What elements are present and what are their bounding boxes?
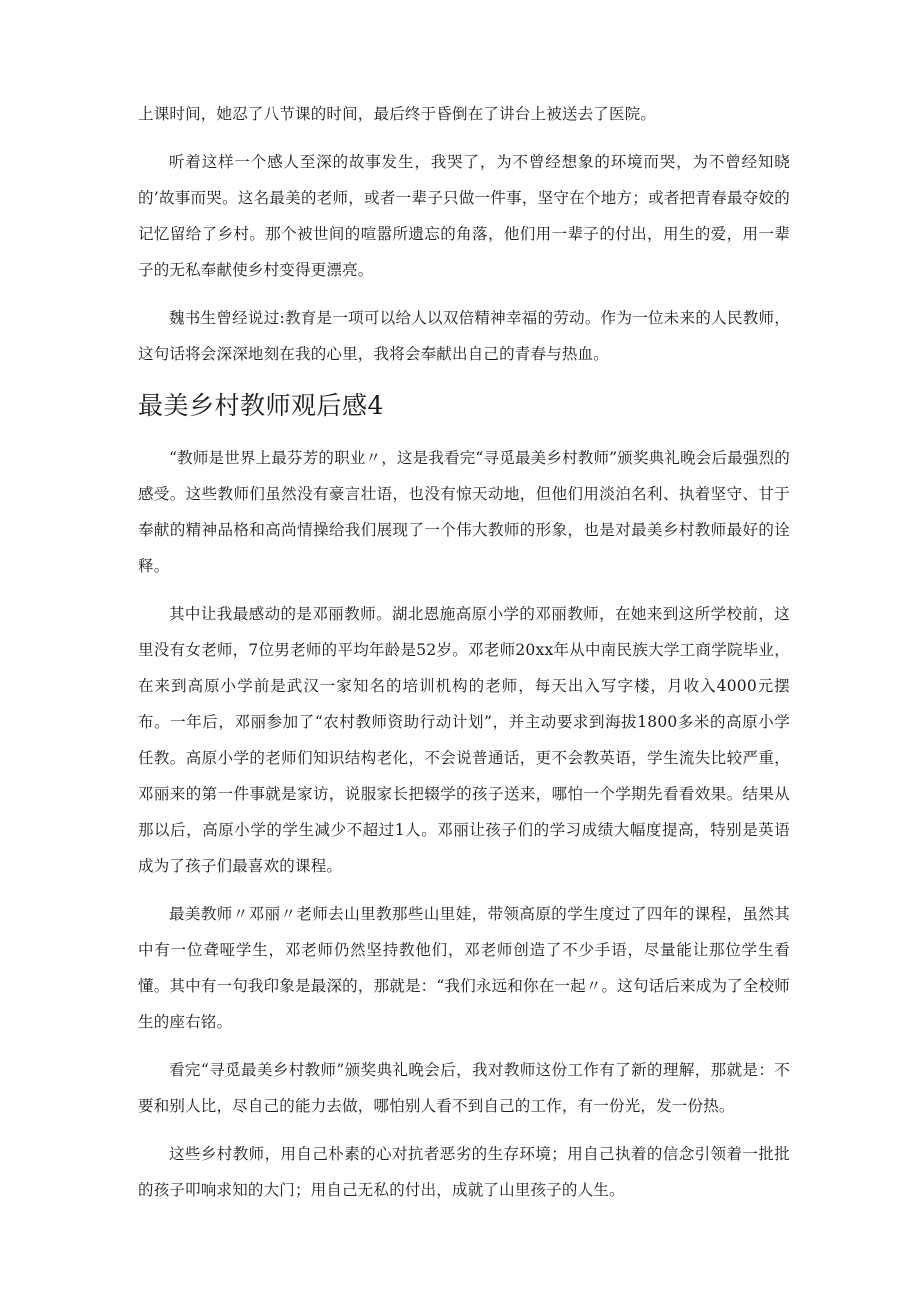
paragraph: 魏书生曾经说过:教育是一项可以给人以双倍精神幸福的劳动。作为一位未来的人民教师，这句话将会深深地刻在我的心里，我将会奉献出自己的青春与热血。: [138, 309, 790, 363]
paragraph-continued: 上课时间，她忍了八节课的时间，最后终于昏倒在了讲台上被送去了医院。: [138, 105, 657, 123]
section-heading: 最美乡村教师观后感4: [138, 391, 384, 420]
paragraph: “教师是世界上最芬芳的职业〃，这是我看完“寻觅最美乡村教师”颁奖典礼晚会后最强烈的感受。这些教师们虽然没有豪言壮语，也没有惊天动地，但他们用淡泊名利、执着坚守、甘于奉献的精神品格和高尚情操给我们展现了一个伟大教师的形象，也是对最美乡村教师最好的诠释。: [138, 449, 790, 575]
document-page: [138, 96, 790, 1220]
paragraph: 其中让我最感动的是邓丽教师。湖北恩施高原小学的邓丽教师，在她来到这所学校前，这里没有女老师，7位男老师的平均年龄是52岁。邓老师20xx年从中南民族大学工商学院毕业，在来到高原小学前是武汉一家知名的培训机构的老师，每天出入写字楼，月收入4000元摆布。一年后，邓丽参加了“农村教师资助行动计划”，并主动要求到海拔1800多米的高原小学任教。高原小学的老师们知识结构老化，不会说普通话，更不会教英语，学生流失比较严重，邓丽来的第一件事就是家访，说服家长把辍学的孩子送来，哪怕一个学期先看看效果。结果从那以后，高原小学的学生减少不超过1人。邓丽让孩子们的学习成绩大幅度提高，特别是英语成为了孩子们最喜欢的课程。: [138, 605, 790, 875]
paragraph: 看完“寻觅最美乡村教师”颁奖典礼晚会后，我对教师这份工作有了新的理解，那就是：不要和别人比，尽自己的能力去做，哪怕别人看不到自己的工作，有一份光，发一份热。: [138, 1061, 790, 1115]
paragraph: 这些乡村教师，用自己朴素的心对抗者恶劣的生存环境；用自己执着的信念引领着一批批的孩子叩响求知的大门；用自己无私的付出，成就了山里孩子的人生。: [138, 1145, 790, 1199]
paragraph: 听着这样一个感人至深的故事发生，我哭了，为不曾经想象的环境而哭，为不曾经知晓的’故事而哭。这名最美的老师，或者一辈子只做一件事，坚守在个地方；或者把青春最夺姣的记忆留给了乡村。那个被世间的喧嚣所遗忘的角落，他们用一辈子的付出，用生的爱，用一辈子的无私奉献使乡村变得更漂亮。: [138, 153, 790, 279]
paragraph: 最美教师〃邓丽〃老师去山里教那些山里娃，带领高原的学生度过了四年的课程，虽然其中有一位聋哑学生，邓老师仍然坚持教他们，邓老师创造了不少手语，尽量能让那位学生看懂。其中有一句我印象是最深的，那就是：“我们永远和你在一起〃。这句话后来成为了全校师生的座右铭。: [138, 905, 790, 1031]
